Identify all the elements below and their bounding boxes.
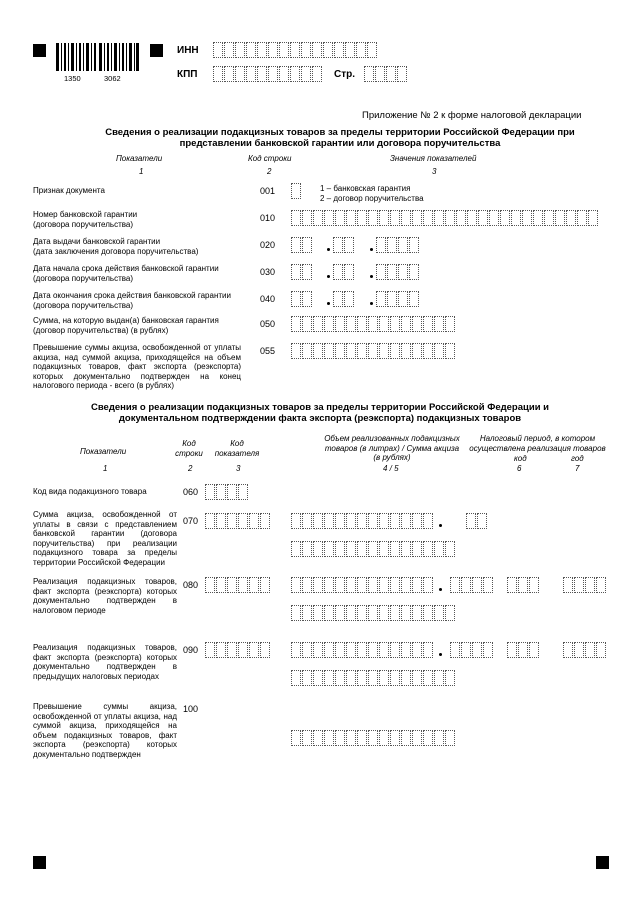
row-080-period-code[interactable] [507,577,540,593]
s2-colnum-1: 1 [103,464,108,473]
row-040-code: 040 [260,294,276,304]
row-090-year[interactable] [563,642,607,658]
s2-header-indicators: Показатели [80,447,127,456]
s1-colnum-2: 2 [267,167,272,176]
s2-header-period-code: код [514,454,527,463]
date-separator [370,302,373,305]
row-090-label: Реализация подакцизных товаров, факт экспорта (реэкспорта) которых документально подтвержден в предыдущих налоговых периодах [33,643,177,681]
row-080-code: 080 [183,580,199,590]
row-055-label: Превышение суммы акциза, освобожденной от уплаты акциза, над суммой акциза, приходящейся на объем подакцизных товаров, факт экспорта (реэкспорта) которых документально подтвержден на конец налогового периода - всего (в рублях) [33,343,241,390]
row-001-label: Признак документа [33,186,105,195]
row-030-month[interactable] [333,264,355,280]
row-020-year[interactable] [376,237,420,253]
row-080-label: Реализация подакцизных товаров, факт экспорта (реэкспорта) которых документально подтвержден в налоговом периоде [33,577,177,615]
row-030-year[interactable] [376,264,420,280]
appendix-title: Приложение № 2 к форме налоговой декларации [362,110,582,121]
row-010-code: 010 [260,213,276,223]
s1-colnum-1: 1 [139,167,144,176]
corner-marker-bottom-right [596,856,609,869]
row-020-day[interactable] [291,237,313,253]
s2-colnum-6: 6 [517,464,522,473]
row-080-amount[interactable] [291,605,456,621]
row-070-label: Сумма акциза, освобожденной от уплаты в связи с представлением банковской гарантии (договора поручительства) при реализации подакцизного товара за пределы территории Российской Федерации [33,510,177,567]
page-label: Стр. [334,69,356,80]
row-100-amount[interactable] [291,730,456,746]
decimal-separator [439,588,442,591]
section1-title-line2: представлении банковской гарантии или договора поручительства [179,138,501,149]
barcode [56,43,139,71]
s2-colnum-3: 3 [236,464,241,473]
s2-colnum-45: 4 / 5 [383,464,399,473]
s2-colnum-7: 7 [575,464,580,473]
kpp-label: КПП [177,69,198,80]
row-020-code: 020 [260,240,276,250]
row-060-label: Код вида подакцизного товара [33,487,147,496]
corner-marker-top-middle [150,44,163,57]
row-070-amount[interactable] [291,513,434,529]
row-020-month[interactable] [333,237,355,253]
decimal-separator [439,653,442,656]
barcode-number-2: 3062 [104,74,121,83]
row-050-label: Сумма, на которую выдан(а) банковская гарантия (договор поручительства) (в рублях) [33,316,219,335]
decimal-separator [439,524,442,527]
row-080-volume[interactable] [291,577,434,593]
row-080-indicator-code[interactable] [205,577,271,593]
row-090-period-code[interactable] [507,642,540,658]
row-090-volume[interactable] [291,642,434,658]
row-030-code: 030 [260,267,276,277]
s1-header-line-code: Код строки [248,154,292,163]
corner-marker-bottom-left [33,856,46,869]
row-070-amount-fraction[interactable] [466,513,488,529]
row-070-amount-line2[interactable] [291,541,456,557]
row-080-volume-fraction[interactable] [450,577,494,593]
row-001-option2: 2 – договор поручительства [320,194,424,203]
s2-colnum-2: 2 [188,464,193,473]
s2-header-indicator-code: Код показателя [214,439,260,458]
row-030-label: Дата начала срока действия банковской гарантии (договора поручительства) [33,264,219,283]
row-070-code: 070 [183,516,199,526]
barcode-number-1: 1350 [64,74,81,83]
row-001-option1: 1 – банковская гарантия [320,184,411,193]
inn-field[interactable] [213,42,378,58]
row-001-field[interactable] [291,183,302,199]
date-separator [370,275,373,278]
inn-label: ИНН [177,45,199,56]
row-090-code: 090 [183,645,199,655]
s1-colnum-3: 3 [432,167,437,176]
row-060-field[interactable] [205,484,249,500]
row-040-label: Дата окончания срока действия банковской гарантии (договора поручительства) [33,291,231,310]
section2-title-line2: документальном подтверждении факта экспорта (реэкспорта) подакцизных товаров [118,413,522,424]
page-number-field[interactable] [364,66,408,82]
row-020-label: Дата выдачи банковской гарантии (дата заключения договора поручительства) [33,237,199,256]
row-010-field[interactable] [291,210,599,226]
row-040-year[interactable] [376,291,420,307]
date-separator [327,248,330,251]
row-040-day[interactable] [291,291,313,307]
row-055-code: 055 [260,346,276,356]
row-090-amount[interactable] [291,670,456,686]
row-100-label: Превышение суммы акциза, освобожденной от уплаты акциза, над суммой акциза, приходящейся на объем подакцизных товаров, факт экспорта (реэкспорта) которых документально подтвержден [33,702,177,759]
s1-header-values: Значения показателей [390,154,477,163]
section2-title-line1: Сведения о реализации подакцизных товаров за пределы территории Российской Федерации и [90,402,550,413]
row-070-indicator-code[interactable] [205,513,271,529]
row-001-code: 001 [260,186,276,196]
row-040-month[interactable] [333,291,355,307]
row-010-label: Номер банковской гарантии (договора поручительства) [33,210,138,229]
row-090-indicator-code[interactable] [205,642,271,658]
date-separator [327,275,330,278]
kpp-field[interactable] [213,66,323,82]
row-050-code: 050 [260,319,276,329]
s2-header-period: Налоговый период, в котором осуществлена реализация товаров [469,434,606,453]
date-separator [370,248,373,251]
row-100-code: 100 [183,704,199,714]
s2-header-line-code: Код строки [175,439,203,458]
s2-header-volume: Объем реализованных подакцизных товаров (в литрах) / Сумма акциза (в рублях) [324,434,460,462]
section1-title-line1: Сведения о реализации подакцизных товаров за пределы территории Российской Федерации при [105,127,575,138]
row-090-volume-fraction[interactable] [450,642,494,658]
row-055-field[interactable] [291,343,456,359]
s2-header-year: год [571,454,584,463]
s1-header-indicators: Показатели [116,154,163,163]
row-030-day[interactable] [291,264,313,280]
row-080-year[interactable] [563,577,607,593]
row-050-field[interactable] [291,316,456,332]
date-separator [327,302,330,305]
corner-marker-top-left [33,44,46,57]
row-060-code: 060 [183,487,199,497]
